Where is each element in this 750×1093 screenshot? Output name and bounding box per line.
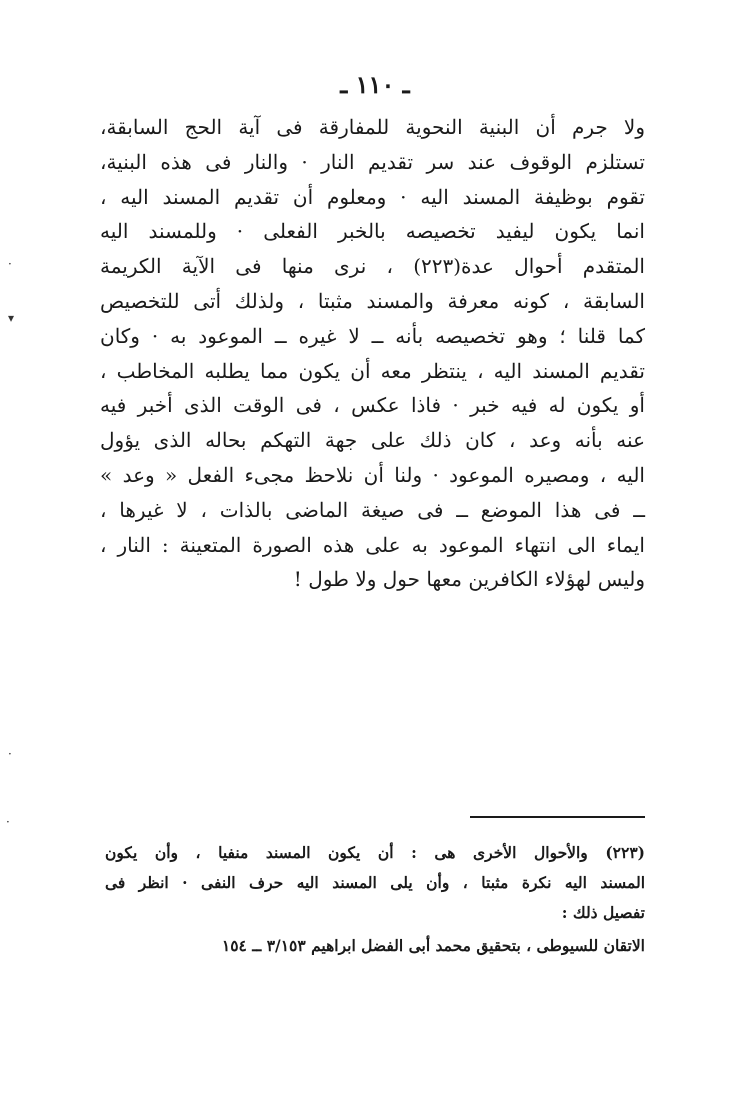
text-line: ايماء الى انتهاء الموعود به على هذه الصورة المتعينة : النار ، — [100, 532, 645, 557]
footnote-line: تفصيل ذلك : — [561, 903, 645, 922]
main-text — [100, 110, 645, 597]
footnote-reference: الاتقان للسيوطى ، بتحقيق محمد أبى الفضل ابراهيم ٣/١٥٣ ــ ١٥٤ — [221, 936, 645, 955]
page-number: ـ ١١٠ ـ — [340, 70, 410, 99]
text-line: ــ فى هذا الموضع ــ فى صيغة الماضى بالذات ، لا غيرها ، — [100, 497, 645, 522]
footnote-line: (٢٢٣) والأحوال الأخرى هى : أن يكون المسند منفيا ، وأن يكون — [105, 843, 645, 862]
footnote-line: المسند اليه نكرة مثبتا ، وأن يلى المسند اليه حرف النفى · انظر فى — [105, 873, 645, 892]
text-line: ولا جرم أن البنية النحوية للمفارقة فى آية الحج السابقة، — [100, 115, 645, 139]
text-line: انما يكون ليفيد تخصيصه بالخبر الفعلى · وللمسند اليه — [100, 219, 645, 244]
text-line: تقديم المسند اليه ، ينتظر معه أن يكون مما يطلبه المخاطب ، — [100, 358, 645, 383]
scan-speck: · — [8, 257, 12, 271]
text-line: عنه بأنه وعد ، كان ذلك على جهة التهكم بحاله الذى يؤول — [100, 428, 645, 453]
scan-speck: ▾ — [8, 311, 15, 325]
footnotes — [105, 838, 645, 961]
text-line: وليس لهؤلاء الكافرين معها حول ولا طول ! — [293, 567, 645, 592]
text-line: تستلزم الوقوف عند سر تقديم النار · والنار فى هذه البنية، — [100, 149, 645, 174]
text-line: اليه ، ومصيره الموعود · ولنا أن نلاحظ مجىء الفعل « وعد » — [100, 462, 645, 487]
footnote-divider — [470, 816, 645, 818]
text-line: كما قلنا ؛ وهو تخصيصه بأنه ــ لا غيره ــ الموعود به · وكان — [100, 323, 645, 348]
scan-speck: · — [6, 815, 10, 829]
text-line: السابقة ، كونه معرفة والمسند مثبتا ، ولذلك أتى للتخصيص — [100, 288, 645, 313]
scan-speck: · — [8, 747, 12, 761]
text-line: تقوم بوظيفة المسند اليه · ومعلوم أن تقديم المسند اليه ، — [100, 184, 645, 209]
text-line: أو يكون له فيه خبر · فاذا عكس ، فى الوقت الذى أخبر فيه — [100, 393, 645, 418]
text-line: المتقدم أحوال عدة(٢٢٣) ، نرى منها فى الآية الكريمة — [100, 254, 645, 279]
